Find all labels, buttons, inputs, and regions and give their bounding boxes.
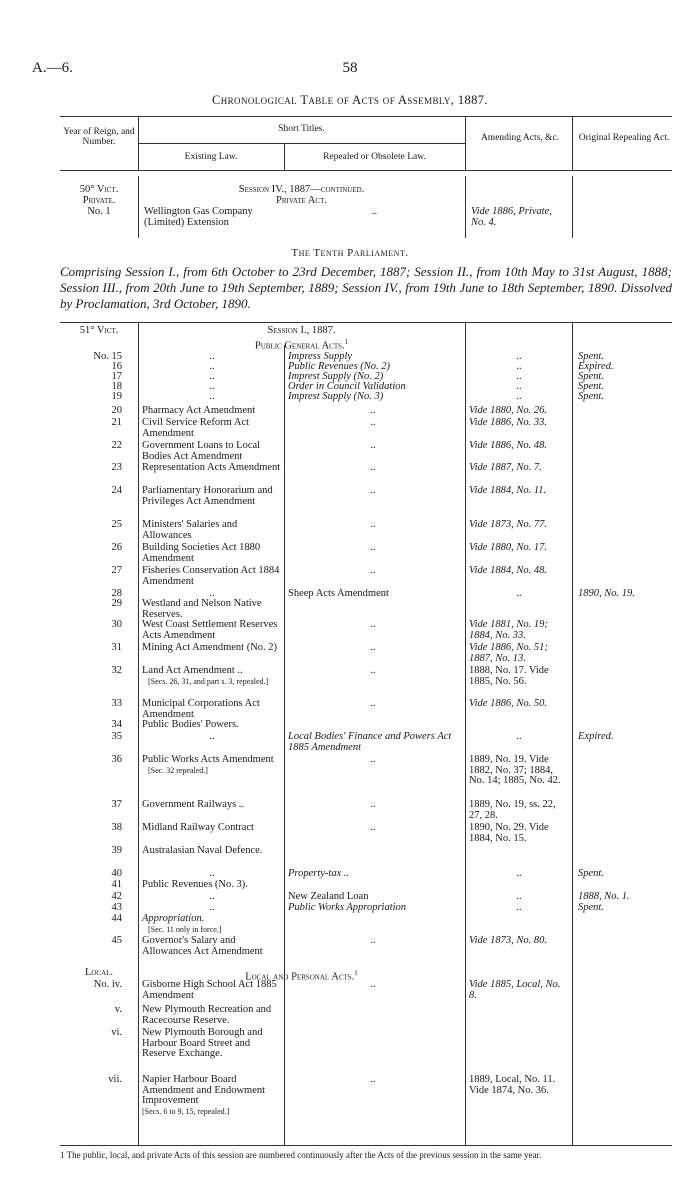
act-repealed-title: .. xyxy=(370,485,376,496)
act-number: 35 xyxy=(111,731,122,742)
act-existing-title: Governor's Salary and Allowances Act Amendment xyxy=(142,935,263,957)
act-number: 36 xyxy=(111,754,122,765)
act-original-repealing: Spent. xyxy=(578,868,604,879)
private-year: 50° Vict. xyxy=(79,184,119,195)
act-number: 22 xyxy=(111,440,122,451)
local-act-number: vii. xyxy=(108,1074,122,1085)
local-act-existing-title: New Plymouth Recreation and Racecourse Reserve. xyxy=(142,1004,272,1026)
act-number: 21 xyxy=(111,417,122,428)
act-number: 25 xyxy=(111,519,122,530)
act-repealed-title: .. xyxy=(370,405,376,416)
act-repealed-title: Sheep Acts Amendment xyxy=(288,588,389,599)
act-amending: .. xyxy=(516,731,522,742)
private-act-repealed: .. xyxy=(371,206,378,217)
act-amending: Vide 1886, No. 33. xyxy=(469,417,547,428)
act-number: 28 xyxy=(111,588,122,599)
act-number: 30 xyxy=(111,619,122,630)
act-repealed-title: .. xyxy=(370,619,376,630)
act-amending: Vide 1886, No. 48. xyxy=(469,440,547,451)
act-repealed-title: .. xyxy=(370,440,376,451)
act-existing-title: West Coast Settlement Reserves Acts Amendment xyxy=(142,619,278,641)
act-repealed-title: .. xyxy=(370,462,376,473)
act-existing-title: .. xyxy=(209,351,215,362)
act-number: 41 xyxy=(111,879,122,890)
act-repealed-title: .. xyxy=(370,642,376,653)
act-original-repealing: Spent. xyxy=(578,902,604,913)
private-act-existing: Wellington Gas Company (Limited) Extension xyxy=(144,206,253,228)
act-original-repealing: Spent. xyxy=(578,381,604,392)
act-amending: .. xyxy=(516,868,522,879)
footnote: 1 The public, local, and private Acts of this session are numbered continuously after the Acts of the previous session in the same year. xyxy=(60,1150,542,1160)
act-amending: Vide 1886, No. 50. xyxy=(469,698,547,709)
column-header-amending: Amending Acts, &c. xyxy=(480,133,560,143)
act-existing-title: Pharmacy Act Amendment xyxy=(142,405,256,416)
page-title: Chronological Table of Acts of Assembly, 1887. xyxy=(212,93,488,107)
act-number: 29 xyxy=(111,598,122,609)
act-amending: Vide 1884, No. 11. xyxy=(469,485,547,496)
act-existing-title: Government Railways .. xyxy=(142,799,245,810)
act-repealed-title: Public Works Appropriation xyxy=(288,902,407,913)
act-existing-title: Public Works Acts Amendment [Sec. 32 repealed.] xyxy=(142,755,282,776)
act-amending: Vide 1887, No. 7. xyxy=(469,462,542,473)
local-acts-heading: Local and Personal Acts.$^1$ xyxy=(245,969,358,983)
local-act-existing-title: New Plymouth Borough and Harbour Board Street and Reserve Exchange. xyxy=(142,1027,263,1060)
act-repealed-title: .. xyxy=(370,542,376,553)
column-header-short-titles: Short Titles. xyxy=(278,124,325,134)
act-repealed-title: Imprest Supply (No. 2) xyxy=(288,371,384,382)
act-number: 44 xyxy=(111,913,122,924)
act-number: 17 xyxy=(111,371,122,382)
act-original-repealing: Expired. xyxy=(578,361,614,372)
local-act-number: vi. xyxy=(111,1027,122,1038)
act-existing-title: .. xyxy=(209,588,215,599)
act-note: [Sec. 11 only in force.] xyxy=(148,924,222,934)
act-number: 31 xyxy=(111,642,122,653)
document-reference: A.—6. xyxy=(32,60,73,76)
local-act-amending: 1889, Local, No. 11. Vide 1874, No. 36. xyxy=(469,1074,556,1096)
act-repealed-title: Local Bodies' Finance and Powers Act 1885 Amendment xyxy=(288,731,452,753)
act-repealed-title: New Zealand Loan xyxy=(288,891,369,902)
act-amending: 1890, No. 29. Vide 1884, No. 15. xyxy=(469,822,549,844)
act-repealed-title: Impress Supply xyxy=(288,351,353,362)
act-existing-title: Westland and Nelson Native Reserves. xyxy=(142,598,262,620)
act-existing-title: .. xyxy=(209,381,215,392)
local-act-repealed-title: .. xyxy=(370,979,376,990)
act-number: 45 xyxy=(111,935,122,946)
act-repealed-title: .. xyxy=(370,799,376,810)
act-amending: .. xyxy=(516,902,522,913)
session-heading: Session I., 1887. xyxy=(267,325,336,336)
act-repealed-title: .. xyxy=(370,519,376,530)
act-existing-title: Civil Service Reform Act Amendment xyxy=(142,417,250,439)
act-number: 23 xyxy=(111,462,122,473)
act-original-repealing: Spent. xyxy=(578,351,604,362)
act-original-repealing: Spent. xyxy=(578,371,604,382)
act-number: 43 xyxy=(111,902,122,913)
act-number: 24 xyxy=(111,485,122,496)
local-act-amending: Vide 1885, Local, No. 8. xyxy=(469,979,561,1001)
page-number: 58 xyxy=(342,60,358,76)
act-existing-title: Municipal Corporations Act Amendment xyxy=(142,698,260,720)
act-number: 16 xyxy=(111,361,122,372)
private-act-amending: Vide 1886, Private, No. 4. xyxy=(471,206,552,228)
act-existing-title: .. xyxy=(209,891,215,902)
act-number: 42 xyxy=(111,891,122,902)
act-amending: .. xyxy=(516,588,522,599)
act-original-repealing: Expired. xyxy=(578,731,614,742)
act-number: No. 15 xyxy=(93,351,122,362)
act-amending: Vide 1880, No. 26. xyxy=(469,405,547,416)
act-number: 20 xyxy=(111,405,122,416)
act-number: 37 xyxy=(111,799,122,810)
act-note: [Secs. 26, 31, and part s. 3, repealed.] xyxy=(148,676,269,686)
act-number: 33 xyxy=(111,698,122,709)
act-repealed-title: .. xyxy=(370,698,376,709)
column-header-original: Original Repealing Act. xyxy=(578,133,670,143)
act-repealed-title: .. xyxy=(370,565,376,576)
act-amending: Vide 1881, No. 19; 1884, No. 33. xyxy=(469,619,548,641)
act-repealed-title: .. xyxy=(370,822,376,833)
parliament-heading: The Tenth Parliament. xyxy=(291,247,409,259)
column-header-year: Year of Reign, and Number. xyxy=(63,127,135,147)
session-year: 51° Vict. xyxy=(79,325,119,336)
act-amending: 1889, No. 19. Vide 1882, No. 37; 1884, No. 14; 1885, No. 42. xyxy=(469,754,561,787)
act-amending: Vide 1873, No. 77. xyxy=(469,519,547,530)
private-session-heading: Session IV., 1887—continued. xyxy=(238,184,365,195)
act-amending: 1888, No. 17. Vide 1885, No. 56. xyxy=(469,665,549,687)
act-existing-title: Midland Railway Contract xyxy=(142,822,254,833)
act-existing-title: .. xyxy=(209,868,215,879)
act-existing-title: Ministers' Salaries and Allowances xyxy=(142,519,238,541)
act-repealed-title: Order in Council Validation xyxy=(288,381,406,392)
act-original-repealing: 1888, No. 1. xyxy=(578,891,630,902)
act-repealed-title: Property-tax .. xyxy=(288,868,350,879)
act-original-repealing: 1890, No. 19. xyxy=(578,588,635,599)
act-existing-title: Parliamentary Honorarium and Privileges Act Amendment xyxy=(142,485,273,507)
act-amending: .. xyxy=(516,371,522,382)
act-amending: Vide 1884, No. 48. xyxy=(469,565,547,576)
act-note: [Sec. 32 repealed.] xyxy=(148,765,208,775)
act-number: 32 xyxy=(111,665,122,676)
local-act-number: v. xyxy=(114,1004,122,1015)
footnote-marker: 1 xyxy=(344,338,349,346)
act-repealed-title: .. xyxy=(370,754,376,765)
act-number: 27 xyxy=(111,565,122,576)
act-number: 40 xyxy=(111,868,122,879)
local-act-existing-title: Napier Harbour Board Amendment and Endowment Improvement [Secs. 6 to 9, 15, repealed.] xyxy=(142,1075,282,1117)
private-act-heading: Private Act. xyxy=(275,195,328,206)
column-header-existing: Existing Law. xyxy=(184,152,238,162)
act-repealed-title: .. xyxy=(370,935,376,946)
parliament-sessions: Comprising Session I., from 6th October to 23rd December, 1887; Session II., from 10th May to 31st August, 1888; Session III., from 20th June to 19th September, 1889; Session IV., from 19th June to 18th September, 1890. Dissolved by Proclamation, 3rd October, 1890. xyxy=(60,264,672,311)
local-act-repealed-title: .. xyxy=(370,1074,376,1085)
act-existing-title: Public Bodies' Powers. xyxy=(142,719,239,730)
act-existing-title: .. xyxy=(209,361,215,372)
act-existing-title: Public Revenues (No. 3). xyxy=(142,879,248,890)
act-existing-title: Appropriation. [Sec. 11 only in force.] xyxy=(142,914,282,935)
act-number: 26 xyxy=(111,542,122,553)
private-act-number: No. 1 xyxy=(87,206,111,217)
act-original-repealing: Spent. xyxy=(578,391,604,402)
act-existing-title: .. xyxy=(209,371,215,382)
act-existing-title: Representation Acts Amendment xyxy=(142,462,281,473)
act-amending: Vide 1886, No. 51; 1887, No. 13. xyxy=(469,642,548,664)
public-acts-heading: Public General Acts.$^1$ xyxy=(254,338,349,352)
act-number: 39 xyxy=(111,845,122,856)
act-existing-title: Australasian Naval Defence. xyxy=(142,845,263,856)
act-number: 18 xyxy=(111,381,122,392)
act-amending: .. xyxy=(516,381,522,392)
act-amending: .. xyxy=(516,361,522,372)
act-amending: .. xyxy=(516,351,522,362)
act-repealed-title: .. xyxy=(370,417,376,428)
act-repealed-title: Imprest Supply (No. 3) xyxy=(288,391,384,402)
local-label: Local. xyxy=(84,967,114,978)
act-existing-title: Land Act Amendment .. [Secs. 26, 31, and part s. 3, repealed.] xyxy=(142,666,282,687)
act-amending: .. xyxy=(516,391,522,402)
act-amending: .. xyxy=(516,891,522,902)
private-label: Private. xyxy=(82,195,116,206)
act-existing-title: .. xyxy=(209,391,215,402)
act-amending: Vide 1873, No. 80. xyxy=(469,935,547,946)
act-repealed-title: Public Revenues (No. 2) xyxy=(288,361,391,372)
act-repealed-title: .. xyxy=(370,665,376,676)
local-act-note: [Secs. 6 to 9, 15, repealed.] xyxy=(142,1106,230,1116)
act-amending: Vide 1880, No. 17. xyxy=(469,542,547,553)
act-amending: 1889, No. 19, ss. 22, 27, 28. xyxy=(469,799,556,821)
act-existing-title: .. xyxy=(209,731,215,742)
column-header-repealed: Repealed or Obsolete Law. xyxy=(323,152,426,162)
act-number: 19 xyxy=(111,391,122,402)
act-number: 34 xyxy=(111,719,122,730)
act-existing-title: Mining Act Amendment (No. 2) xyxy=(142,642,278,653)
local-act-existing-title: Gisborne High School Act 1885 Amendment xyxy=(142,979,277,1001)
local-act-number: No. iv. xyxy=(93,979,122,990)
act-existing-title: Fisheries Conservation Act 1884 Amendment xyxy=(142,565,280,587)
act-existing-title: Building Societies Act 1880 Amendment xyxy=(142,542,261,564)
act-existing-title: .. xyxy=(209,902,215,913)
act-number: 38 xyxy=(111,822,122,833)
act-existing-title: Government Loans to Local Bodies Act Amendment xyxy=(142,440,261,462)
